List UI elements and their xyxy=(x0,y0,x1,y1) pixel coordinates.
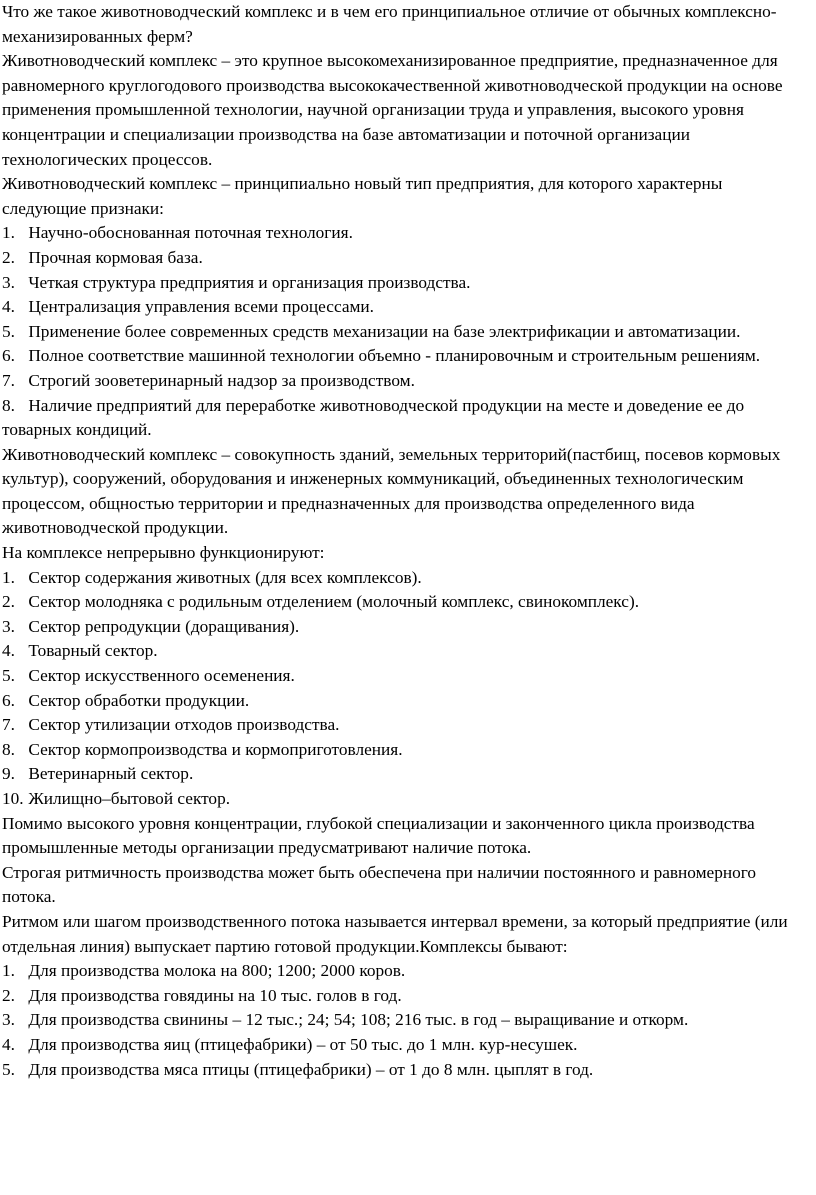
item-text: Для производства яиц (птицефабрики) – от 50 тыс. до 1 млн. кур-несушек. xyxy=(28,1034,578,1054)
item-text: Для производства мяса птицы (птицефабрики) – от 1 до 8 млн. цыплят в год. xyxy=(28,1059,594,1079)
item-text: Централизация управления всеми процессами. xyxy=(28,297,374,317)
list-item xyxy=(2,1033,802,1058)
item-text: Четкая структура предприятия и организация производства. xyxy=(28,272,471,292)
list-item xyxy=(2,1008,802,1033)
list-item xyxy=(2,615,802,640)
item-number: 5. xyxy=(2,321,15,341)
list-item xyxy=(2,738,802,763)
item-number: 10. xyxy=(2,789,24,808)
item-text: Применение более современных средств механизации на базе электрификации и автоматизации. xyxy=(28,321,741,341)
question-paragraph: Что же такое животноводческий комплекс и в чем его принципиальное отличие от обычных комплексно-механизированных ферм? xyxy=(2,2,777,46)
list-item xyxy=(2,344,802,369)
list-item xyxy=(2,713,802,738)
list-item xyxy=(2,369,802,394)
item-text: Сектор кормопроизводства и кормоприготовления. xyxy=(28,739,403,759)
item-text: Сектор утилизации отходов производства. xyxy=(28,715,340,735)
item-text: Сектор искусственного осеменения. xyxy=(28,666,295,686)
item-number: 4. xyxy=(2,297,15,317)
item-number: 1. xyxy=(2,223,15,243)
list-item xyxy=(2,271,802,296)
list-item xyxy=(2,566,802,591)
sectors-list xyxy=(2,566,802,812)
item-number: 4. xyxy=(2,1034,15,1054)
step-paragraph: Ритмом или шагом производственного потока называется интервал времени, за который предприятие (или отдельная линия) выпускает партию готовой продукции.Комплексы бывают: xyxy=(2,911,788,956)
item-number: 1. xyxy=(2,961,15,981)
features-list xyxy=(2,221,802,442)
item-number: 1. xyxy=(2,567,15,587)
list-item xyxy=(2,689,802,714)
sectors-intro: На комплексе непрерывно функционируют: xyxy=(2,543,325,563)
item-text: Сектор содержания животных (для всех комплексов). xyxy=(28,567,422,587)
item-number: 6. xyxy=(2,690,15,710)
item-text: Ветеринарный сектор. xyxy=(28,764,194,784)
item-text: Прочная кормовая база. xyxy=(28,247,203,267)
item-number: 6. xyxy=(2,346,15,366)
item-number: 3. xyxy=(2,1010,15,1030)
complex-types-list xyxy=(2,959,802,1082)
item-text: Сектор молодняка с родильным отделением (молочный комплекс, свинокомплекс). xyxy=(28,592,640,612)
item-text: Полное соответствие машинной технологии объемно - планировочным и строительным решениям. xyxy=(28,346,761,366)
item-number: 3. xyxy=(2,272,15,292)
item-text: Наличие предприятий для переработке животноводческой продукции на месте и доведение ее до товарных кондиций. xyxy=(2,395,745,440)
item-text: Научно-обоснованная поточная технология. xyxy=(28,223,353,243)
list-item xyxy=(2,246,802,271)
list-item xyxy=(2,664,802,689)
flow-paragraph: Помимо высокого уровня концентрации, глубокой специализации и законченного цикла производства промышленные методы организации предусматривают наличие потока. xyxy=(2,813,755,858)
item-number: 7. xyxy=(2,370,15,390)
item-number: 2. xyxy=(2,592,15,612)
item-text: Сектор обработки продукции. xyxy=(28,690,250,710)
features-intro: Животноводческий комплекс – принципиально новый тип предприятия, для которого характерны следующие признаки: xyxy=(2,174,723,218)
item-number: 8. xyxy=(2,395,15,415)
list-item xyxy=(2,320,802,345)
item-number: 8. xyxy=(2,739,15,759)
item-text: Для производства свинины – 12 тыс.; 24; 54; 108; 216 тыс. в год – выращивание и откорм. xyxy=(28,1010,689,1030)
list-item xyxy=(2,590,802,615)
item-text: Жилищно–бытовой сектор. xyxy=(28,789,231,808)
definition-paragraph: Животноводческий комплекс – это крупное высокомеханизированное предприятие, предназначенное для равномерного круглогодового производства высококачественной животноводческой продукции на основе применения промышленной технологии, научной организации труда и управления, высокого уровня концентрации и специализации производства на базе автоматизации и поточной организации технологических процессов. xyxy=(2,51,783,169)
list-item xyxy=(2,984,802,1009)
item-number: 4. xyxy=(2,641,15,661)
item-number: 3. xyxy=(2,616,15,636)
rhythm-paragraph: Строгая ритмичность производства может быть обеспечена при наличии постоянного и равномерного потока. xyxy=(2,862,757,907)
list-item xyxy=(2,639,802,664)
item-number: 7. xyxy=(2,715,15,735)
list-item xyxy=(2,295,802,320)
item-text: Строгий зооветеринарный надзор за производством. xyxy=(28,370,415,390)
item-text: Для производства говядины на 10 тыс. голов в год. xyxy=(28,985,402,1005)
list-item xyxy=(2,221,802,246)
item-text: Сектор репродукции (доращивания). xyxy=(28,616,300,636)
item-number: 9. xyxy=(2,764,15,784)
list-item xyxy=(2,787,802,812)
item-number: 5. xyxy=(2,1059,15,1079)
complex-definition-paragraph: Животноводческий комплекс – совокупность зданий, земельных территорий(пастбищ, посевов кормовых культур), сооружений, оборудования и инженерных коммуникаций, объединенных технологическим процессом, общностью территории и предназначенных для производства определенного вида животноводческой продукции. xyxy=(2,444,781,538)
item-text: Товарный сектор. xyxy=(28,641,158,661)
list-item xyxy=(2,1058,802,1083)
list-item xyxy=(2,959,802,984)
list-item xyxy=(2,394,802,443)
item-number: 2. xyxy=(2,985,15,1005)
list-item xyxy=(2,762,802,787)
item-number: 2. xyxy=(2,247,15,267)
item-number: 5. xyxy=(2,666,15,686)
item-text: Для производства молока на 800; 1200; 2000 коров. xyxy=(28,961,406,981)
